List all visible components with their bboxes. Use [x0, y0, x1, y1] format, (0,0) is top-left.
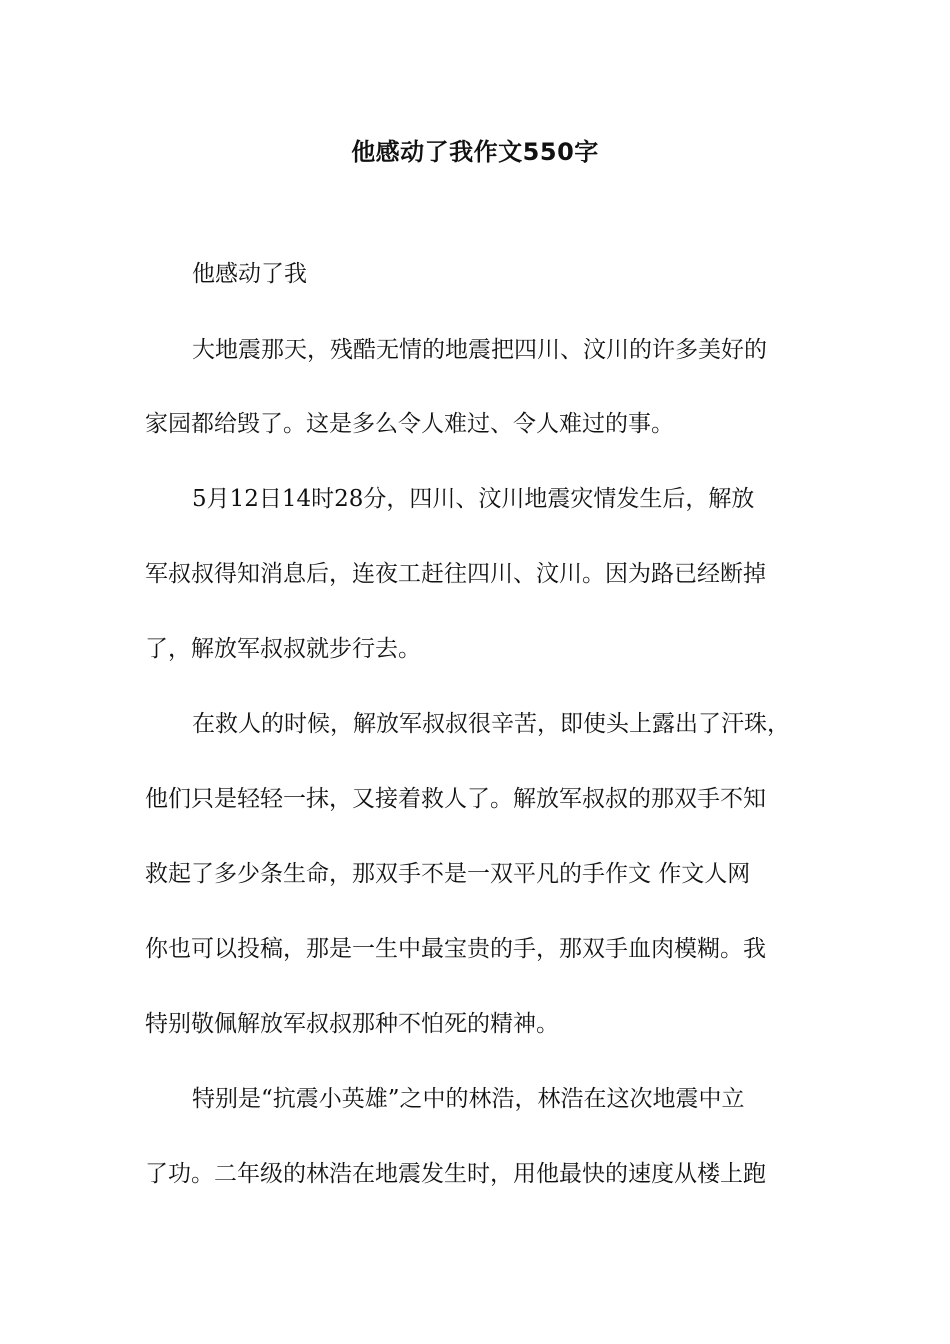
- paragraph-line: 救起了多少条生命，那双手不是一双平凡的手作文 作文人网: [145, 861, 751, 887]
- paragraph-line: 了，解放军叔叔就步行去。: [145, 636, 421, 662]
- paragraph-line: 你也可以投稿，那是一生中最宝贵的手，那双手血肉模糊。我: [145, 936, 766, 962]
- paragraph-line: 他们只是轻轻一抹，又接着救人了。解放军叔叔的那双手不知: [145, 786, 766, 812]
- paragraph-line: 特别敬佩解放军叔叔那种不怕死的精神。: [145, 1011, 559, 1037]
- essay-subtitle: 他感动了我: [192, 261, 307, 287]
- paragraph-line: 5月12日14时28分，四川、汶川地震灾情发生后，解放: [192, 486, 755, 512]
- document-title: 他感动了我作文550字: [351, 138, 599, 166]
- paragraph-line: 家园都给毁了。这是多么令人难过、令人难过的事。: [145, 411, 674, 437]
- paragraph-line: 在救人的时候，解放军叔叔很辛苦，即使头上露出了汗珠，: [192, 711, 790, 737]
- paragraph-line: 特别是“抗震小英雄”之中的林浩，林浩在这次地震中立: [192, 1086, 745, 1112]
- paragraph-line: 大地震那天，残酷无情的地震把四川、汶川的许多美好的: [192, 337, 767, 363]
- paragraph-line: 军叔叔得知消息后，连夜工赶往四川、汶川。因为路已经断掉: [145, 561, 766, 587]
- paragraph-line: 了功。二年级的林浩在地震发生时，用他最快的速度从楼上跑: [145, 1161, 766, 1187]
